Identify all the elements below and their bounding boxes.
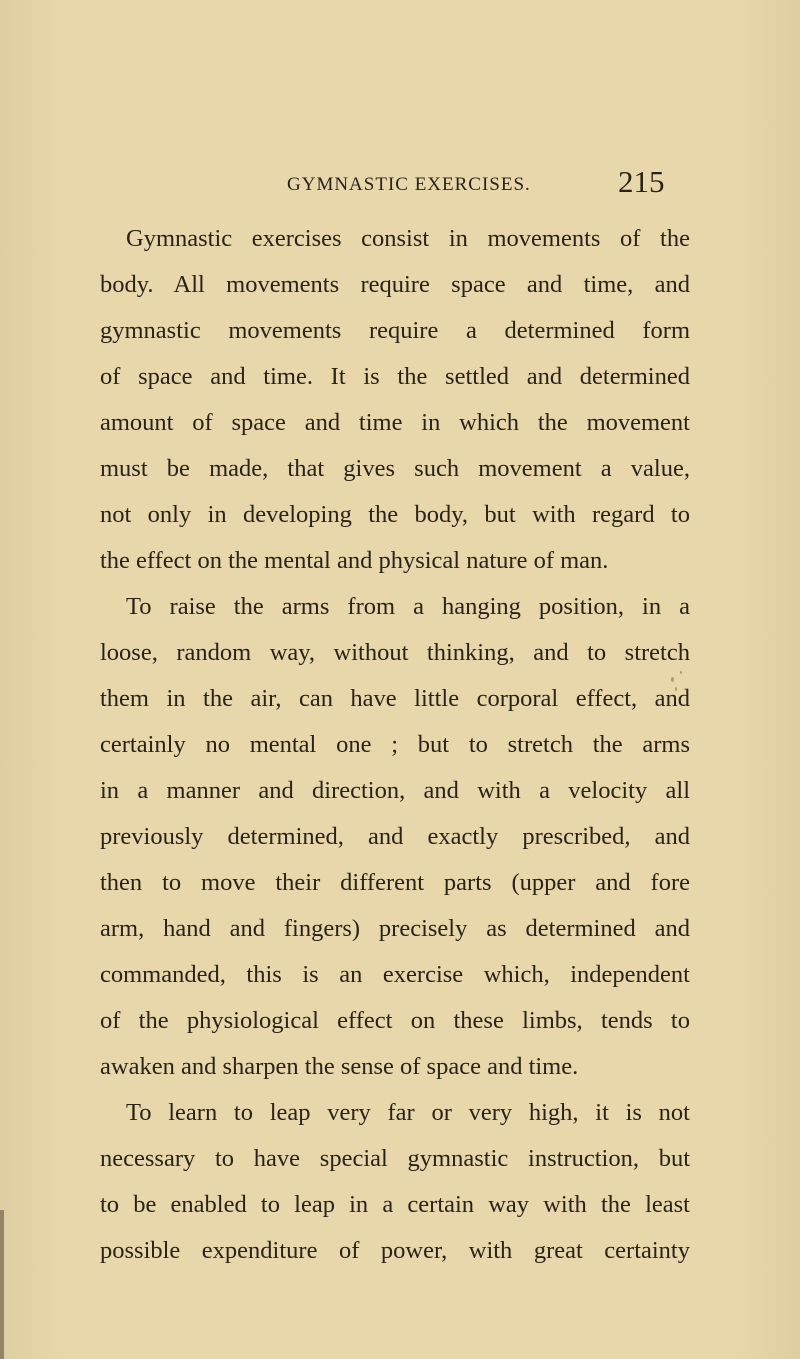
text-line: previously determined, and exactly prescribed, and <box>100 823 690 850</box>
paper-speck <box>675 687 677 691</box>
text-line: not only in developing the body, but with regard to <box>100 501 690 528</box>
text-line: must be made, that gives such movement a value, <box>100 455 690 482</box>
text-line: possible expenditure of power, with great certainty <box>100 1237 690 1264</box>
text-line: of space and time. It is the settled and determined <box>100 363 690 390</box>
text-line: body. All movements require space and time, and <box>100 271 690 298</box>
paper-speck <box>671 677 674 682</box>
text-line: of the physiological effect on these limbs, tends to <box>100 1007 690 1034</box>
text-line: them in the air, can have little corporal effect, and <box>100 685 690 712</box>
text-line: loose, random way, without thinking, and to stretch <box>100 639 690 666</box>
text-line: awaken and sharpen the sense of space and time. <box>100 1053 579 1080</box>
text-line: Gymnastic exercises consist in movements of the <box>126 225 690 252</box>
text-line: certainly no mental one ; but to stretch the arms <box>100 731 690 758</box>
text-line: To learn to leap very far or very high, it is not <box>126 1099 690 1126</box>
text-line: gymnastic movements require a determined form <box>100 317 690 344</box>
running-title: GYMNASTIC EXERCISES. <box>287 174 531 195</box>
page-header <box>0 160 800 200</box>
text-line: the effect on the mental and physical nature of man. <box>100 547 609 574</box>
text-line: in a manner and direction, and with a velocity all <box>100 777 690 804</box>
page-number: 215 <box>618 164 665 199</box>
text-line: to be enabled to leap in a certain way with the least <box>100 1191 690 1218</box>
text-line: necessary to have special gymnastic instruction, but <box>100 1145 690 1172</box>
text-line: amount of space and time in which the movement <box>100 409 690 436</box>
paper-speck <box>680 671 682 674</box>
text-line: commanded, this is an exercise which, independent <box>100 961 690 988</box>
page-edge-shadow <box>0 1210 4 1359</box>
text-line: arm, hand and fingers) precisely as determined and <box>100 915 690 942</box>
text-line: then to move their different parts (upper and fore <box>100 869 690 896</box>
text-line: To raise the arms from a hanging position, in a <box>126 593 690 620</box>
body-text <box>100 216 690 1274</box>
